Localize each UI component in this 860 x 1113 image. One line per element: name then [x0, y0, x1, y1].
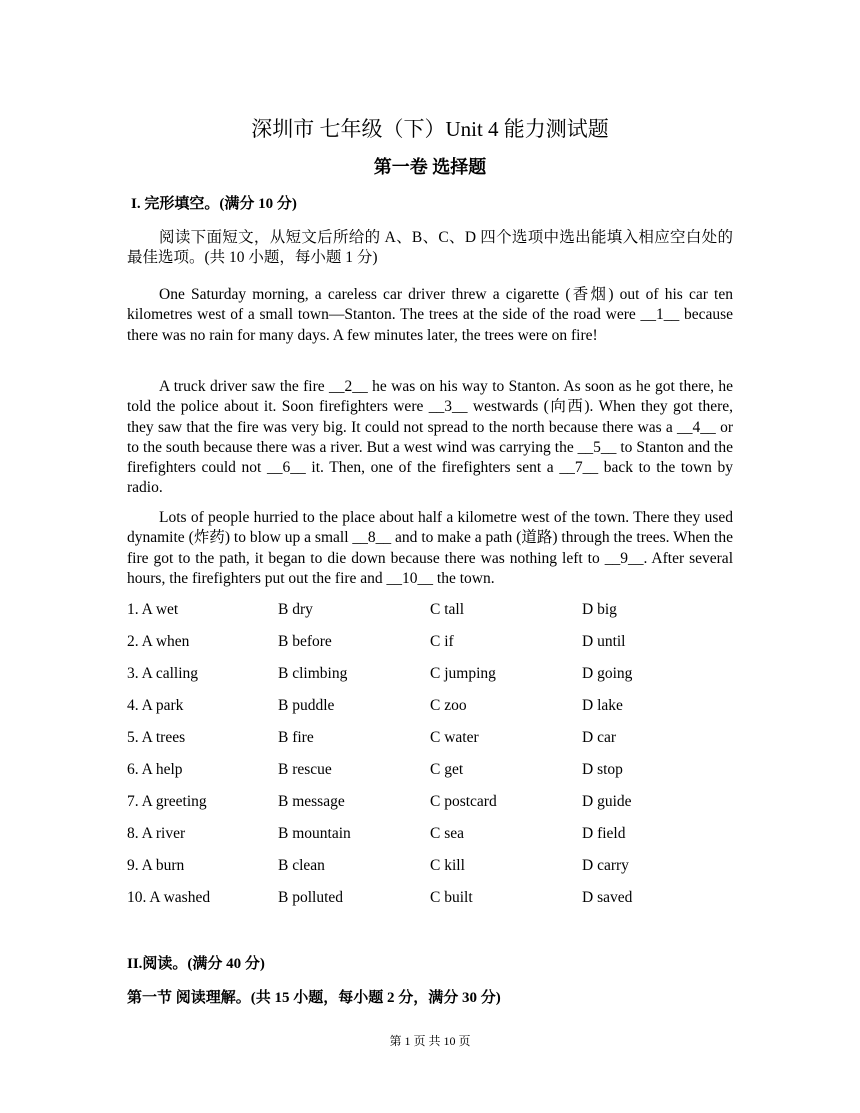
section1-instruction: [127, 228, 733, 269]
option-c: C postcard: [430, 793, 497, 810]
question-row: [127, 599, 747, 621]
page-subtitle: 第一卷 选择题: [373, 157, 487, 177]
option-c: C water: [430, 729, 479, 746]
option-c: C tall: [430, 601, 465, 618]
section2-subheading: 第一节 阅读理解。(共 15 小题，每小题 2 分，满分 30 分): [127, 990, 501, 1006]
option-a: 3. A calling: [127, 665, 199, 682]
option-a: 2. A when: [127, 633, 190, 650]
option-b: B message: [278, 793, 345, 810]
option-a: 6. A help: [127, 761, 183, 778]
question-row: [127, 727, 747, 749]
passage-paragraph-2: [127, 377, 733, 499]
option-c: C zoo: [430, 697, 467, 714]
option-a: 7. A greeting: [127, 793, 207, 810]
option-b: B climbing: [278, 665, 348, 682]
option-a: 1. A wet: [127, 601, 179, 618]
option-a: 8. A river: [127, 825, 186, 842]
question-row: [127, 695, 747, 717]
question-row: [127, 663, 747, 685]
option-d: D field: [582, 825, 626, 842]
page-footer: 第 1 页 共 10 页: [389, 1034, 471, 1048]
question-row: [127, 631, 747, 653]
page-title: 深圳市 七年级（下）Unit 4 能力测试题: [251, 117, 609, 141]
option-b: B puddle: [278, 697, 335, 714]
question-row: [127, 791, 747, 813]
option-a: 4. A park: [127, 697, 184, 714]
option-c: C if: [430, 633, 454, 650]
option-b: B fire: [278, 729, 314, 746]
option-d: D big: [582, 601, 617, 618]
question-row: [127, 759, 747, 781]
option-c: C jumping: [430, 665, 496, 682]
option-b: B clean: [278, 857, 325, 874]
passage-paragraph-1: [127, 285, 733, 346]
option-b: B before: [278, 633, 332, 650]
option-b: B polluted: [278, 889, 344, 906]
option-d: D stop: [582, 761, 623, 778]
passage-text: Lots of people hurried to the place about half a kilometre west of the town. There they used dynamite (炸药) to blow up a small __8__ and to make a path (道路) through the trees. When the fire got to the path, it began to die down because there was nothing left to __9__. After several hours, the firefighters put out the fire and __10__ the town.: [127, 509, 733, 587]
option-a: 10. A washed: [127, 889, 211, 906]
option-b: B rescue: [278, 761, 332, 778]
option-d: D until: [582, 633, 626, 650]
option-d: D carry: [582, 857, 629, 874]
option-d: D car: [582, 729, 616, 746]
option-a: 5. A trees: [127, 729, 186, 746]
passage-paragraph-3: [127, 508, 733, 589]
section2-heading: II.阅读。(满分 40 分): [127, 956, 265, 972]
option-c: C kill: [430, 857, 465, 874]
option-d: D lake: [582, 697, 623, 714]
question-row: [127, 887, 747, 909]
option-d: D guide: [582, 793, 632, 810]
option-d: D saved: [582, 889, 633, 906]
question-row: [127, 823, 747, 845]
option-b: B dry: [278, 601, 313, 618]
instruction-text: 阅读下面短文，从短文后所给的 A、B、C、D 四个选项中选出能填入相应空白处的最佳选项。(共 10 小题，每小题 1 分): [127, 229, 733, 267]
option-a: 9. A burn: [127, 857, 185, 874]
section1-heading: I. 完形填空。(满分 10 分): [131, 196, 297, 212]
question-row: [127, 855, 747, 877]
passage-text: One Saturday morning, a careless car driver threw a cigarette (香烟) out of his car ten kilometres west of a small town—Stanton. The trees at the side of the road were __1__ because there was no rain for many days. A few minutes later, the trees were on fire!: [127, 286, 733, 344]
option-b: B mountain: [278, 825, 351, 842]
passage-text: A truck driver saw the fire __2__ he was on his way to Stanton. As soon as he got there, he told the police about it. Soon firefighters were __3__ westwards (向西). When they got there, they saw that the fire was very big. It could not spread to the north because there was a __4__ or to the south because there was a river. But a west wind was carrying the __5__ to Stanton and the firefighters could not __6__ it. Then, one of the firefighters sent a __7__ back to the town by radio.: [127, 378, 733, 497]
option-c: C get: [430, 761, 464, 778]
option-c: C sea: [430, 825, 465, 842]
option-c: C built: [430, 889, 473, 906]
option-d: D going: [582, 665, 633, 682]
